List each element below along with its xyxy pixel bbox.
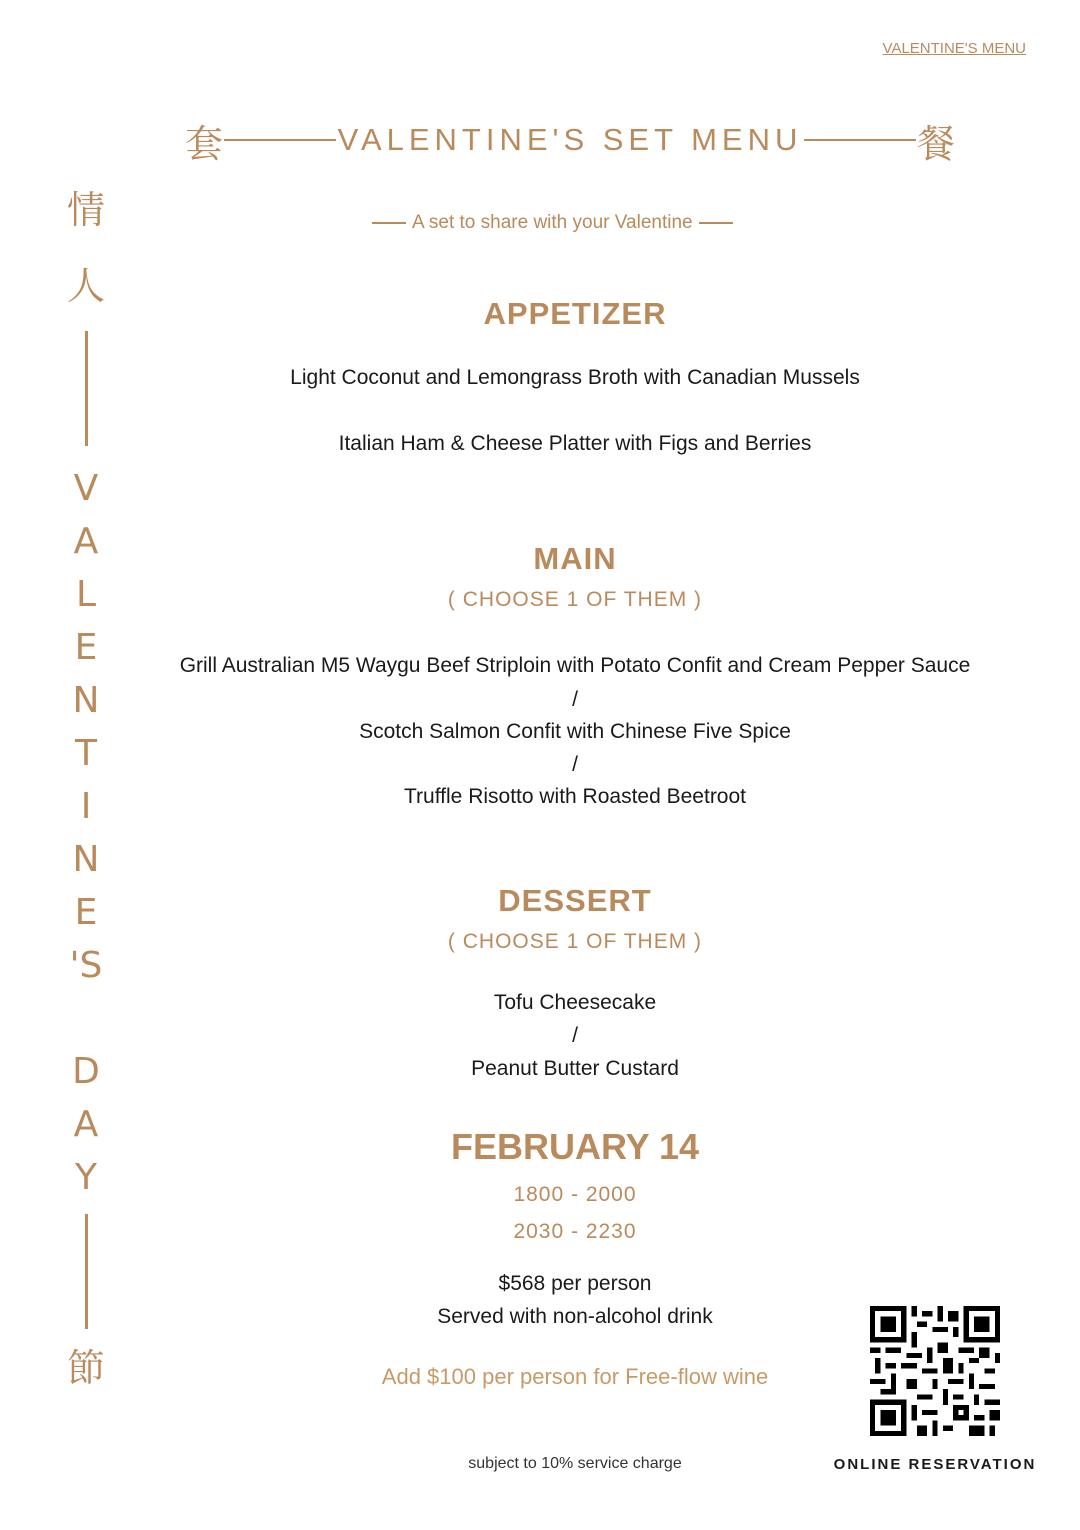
appetizer-item: Italian Ham & Cheese Platter with Figs and Berries — [338, 432, 812, 455]
menu-title-row — [185, 112, 955, 168]
side-letter: E — [74, 627, 98, 668]
side-letter: I — [80, 786, 92, 827]
side-letter: T — [75, 733, 97, 774]
dessert-item: Peanut Butter Custard — [471, 1057, 679, 1080]
dessert-separator: / — [572, 1024, 578, 1047]
side-letter: E — [74, 892, 98, 933]
side-letter: V — [73, 468, 99, 509]
side-title — [60, 185, 112, 1393]
side-char-ren: 人 — [66, 264, 105, 308]
valentines-menu-link[interactable]: VALENTINE'S MENU — [882, 40, 1026, 57]
side-letter: 'S — [69, 945, 103, 986]
dessert-choose-note: ( CHOOSE 1 OF THEM ) — [447, 930, 703, 953]
title-char-left: 套 — [185, 121, 224, 166]
event-date: FEBRUARY 14 — [450, 1126, 700, 1167]
time-slot: 1800 - 2000 — [513, 1183, 637, 1206]
appetizer-item: Light Coconut and Lemongrass Broth with Canadian Mussels — [290, 366, 860, 389]
time-slot: 2030 - 2230 — [513, 1220, 637, 1243]
subtitle: A set to share with your Valentine — [412, 212, 693, 233]
qr-code-icon[interactable] — [870, 1306, 1000, 1436]
main-item: Scotch Salmon Confit with Chinese Five Spice — [359, 720, 791, 743]
main-item: Truffle Risotto with Roasted Beetroot — [404, 785, 746, 808]
side-divider-bottom — [85, 1214, 88, 1329]
service-charge-note: subject to 10% service charge — [468, 1455, 682, 1472]
price: $568 per person — [498, 1272, 652, 1295]
title-rule-left — [224, 139, 336, 141]
drink-note: Served with non-alcohol drink — [437, 1305, 713, 1328]
side-char-jie: 節 — [66, 1346, 105, 1390]
side-letter: N — [72, 839, 100, 880]
side-letter: L — [75, 574, 97, 615]
side-letter: Y — [75, 1157, 97, 1198]
subtitle-rule-right — [699, 222, 733, 224]
title-rule-right — [804, 139, 916, 141]
appetizer-heading: APPETIZER — [483, 296, 667, 331]
main-separator: / — [572, 753, 578, 776]
online-reservation-label[interactable]: ONLINE RESERVATION — [833, 1456, 1037, 1473]
side-divider-top — [85, 331, 88, 446]
main-choose-note: ( CHOOSE 1 OF THEM ) — [447, 588, 703, 611]
dessert-heading: DESSERT — [498, 883, 652, 918]
menu-title: VALENTINE'S SET MENU — [337, 122, 803, 157]
dessert-item: Tofu Cheesecake — [493, 991, 657, 1014]
subtitle-rule-left — [372, 222, 406, 224]
side-letter: A — [73, 1104, 99, 1145]
side-letter: D — [72, 1051, 100, 1092]
main-item: Grill Australian M5 Waygu Beef Striploin with Potato Confit and Cream Pepper Sauce — [179, 654, 971, 677]
wine-addon: Add $100 per person for Free-flow wine — [381, 1364, 769, 1389]
side-letter: N — [72, 680, 100, 721]
title-char-right: 餐 — [916, 121, 955, 166]
side-letter: A — [73, 521, 99, 562]
main-heading: MAIN — [533, 541, 617, 576]
main-separator: / — [572, 688, 578, 711]
subtitle-row — [372, 212, 760, 234]
side-char-qing: 情 — [66, 188, 105, 232]
